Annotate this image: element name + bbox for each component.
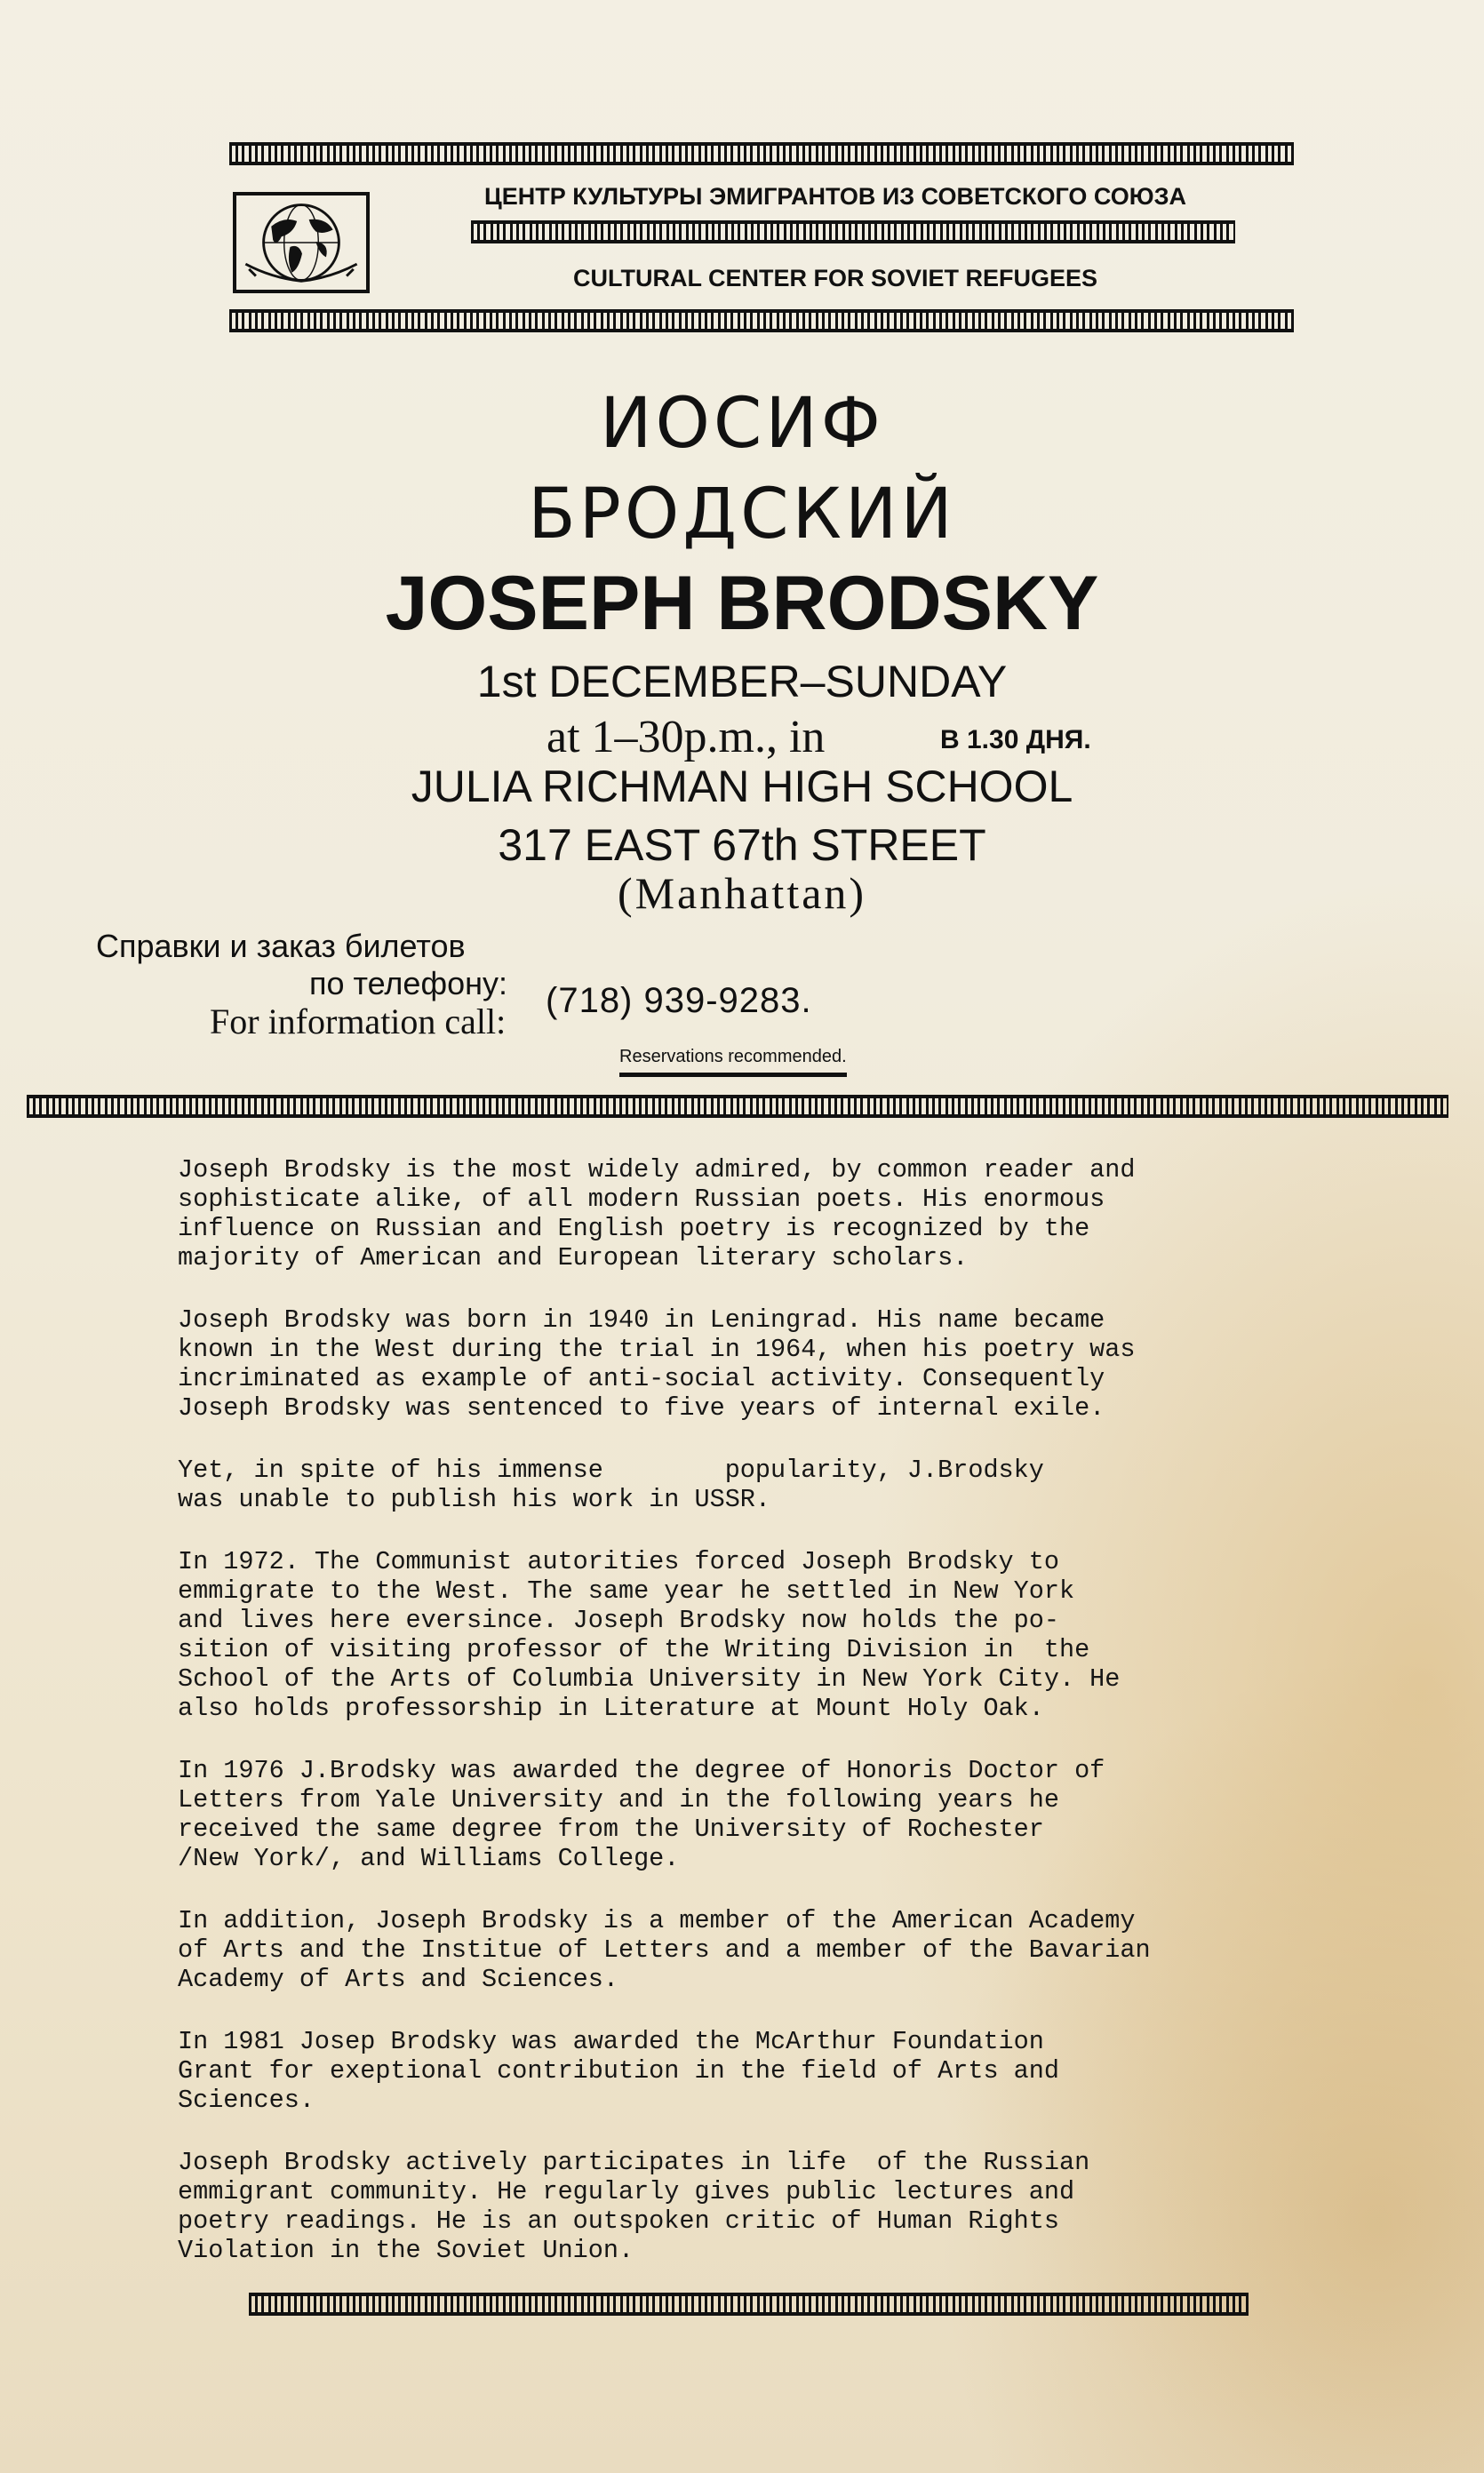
contact-phone: (718) 939-9283. [546, 981, 812, 1020]
greek-key-border-middle [27, 1095, 1448, 1118]
org-name-russian: ЦЕНТР КУЛЬТУРЫ ЭМИГРАНТОВ ИЗ СОВЕТСКОГО СОЮЗА [483, 183, 1187, 210]
poet-first-name-russian: ИОСИФ [600, 384, 884, 464]
event-borough: (Manhattan) [617, 868, 867, 918]
org-name-english: CULTURAL CENTER FOR SOVIET REFUGEES [572, 265, 1098, 291]
biography-section [178, 1155, 1386, 2298]
reservations-note: Reservations recommended. [619, 1047, 847, 1077]
greek-key-border-org [471, 220, 1235, 243]
greek-key-border-header-bottom [229, 309, 1294, 332]
event-street: 317 EAST 67th STREET [498, 820, 986, 870]
bio-paragraph: In addition, Joseph Brodsky is a member of the American Academy of Arts and the Institue of Letters and a member of the Bavarian Academy of Arts and Sciences. [178, 1906, 1151, 1994]
contact-label-russian-line1: Справки и заказ билетов [96, 928, 466, 964]
bio-paragraph: Joseph Brodsky is the most widely admired, by common reader and sophisticate alike, of all modern Russian poets. His enormous influence on Russian and English poetry is recognized by the majority of American and European literary scholars. [178, 1155, 1136, 1272]
contact-label-english: For information call: [210, 1001, 507, 1041]
event-venue: JULIA RICHMAN HIGH SCHOOL [411, 762, 1073, 811]
poet-name-english: JOSEPH BRODSKY [385, 561, 1099, 646]
bio-paragraph: In 1972. The Communist autorities forced Joseph Brodsky to emmigrate to the West. The same year he settled in New York and lives here eversince. Joseph Brodsky now holds the po- sition of visiting professor of the Writing Division in the School of the Arts of Columbia University in New York City. He also holds professorship in Literature at Mount Holy Oak. [178, 1547, 1121, 1723]
poet-last-name-russian: БРОДСКИЙ [528, 475, 956, 554]
bio-paragraph: Yet, in spite of his immense popularity, J.Brodsky was unable to publish his work in USSR. [178, 1456, 1044, 1514]
bio-paragraph: In 1976 J.Brodsky was awarded the degree of Honoris Doctor of Letters from Yale University and in the following years he received the same degree from the University of Rochester /New York/, and Williams College. [178, 1756, 1105, 1873]
globe-map-logo-icon [233, 192, 370, 293]
event-date: 1st DECEMBER–SUNDAY [476, 657, 1008, 706]
bio-paragraph: Joseph Brodsky actively participates in life of the Russian emmigrant community. He regularly gives public lectures and poetry readings. He is an outspoken critic of Human Rights Violation in the Soviet Union. [178, 2148, 1090, 2265]
contact-label-russian-line2: по телефону: [309, 965, 507, 1001]
event-time-russian: В 1.30 ДНЯ. [940, 725, 1091, 754]
greek-key-border-top [229, 142, 1294, 165]
bio-paragraph: In 1981 Josep Brodsky was awarded the McArthur Foundation Grant for exeptional contribution in the field of Arts and Sciences. [178, 2027, 1059, 2115]
bio-paragraph: Joseph Brodsky was born in 1940 in Leningrad. His name became known in the West during the trial in 1964, when his poetry was incriminated as example of anti-social activity. Consequently Joseph Brodsky was sentenced to five years of internal exile. [178, 1305, 1136, 1423]
event-time-english: at 1–30p.m., in [547, 712, 826, 762]
